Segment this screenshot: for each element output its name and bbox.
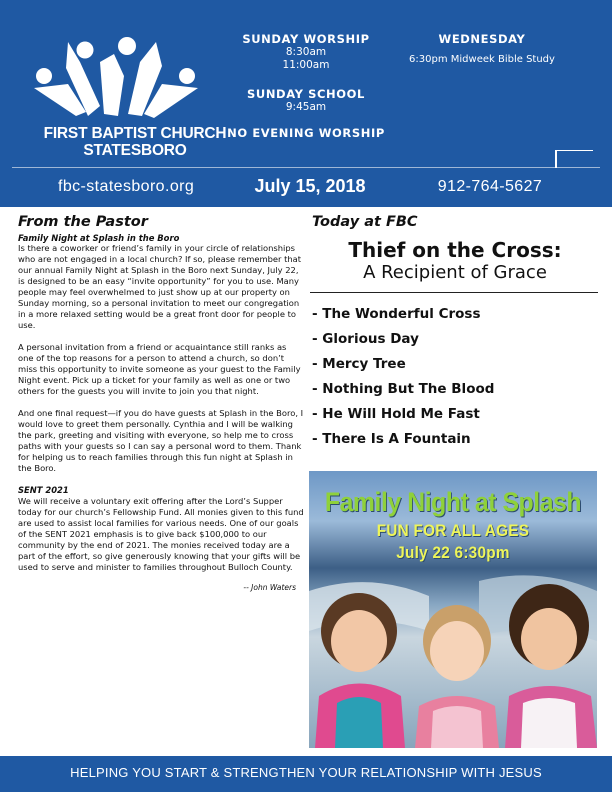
header-divider-notch bbox=[555, 150, 557, 168]
sunday-worship-time2: 11:00am bbox=[282, 59, 330, 71]
website-link[interactable]: fbc-statesboro.org bbox=[58, 178, 195, 195]
song-item: - Glorious Day bbox=[312, 331, 419, 347]
sunday-worship-time1: 8:30am bbox=[285, 46, 327, 58]
flyer-subtitle: FUN FOR ALL AGES bbox=[376, 521, 530, 540]
song-item: - He Will Hold Me Fast bbox=[312, 406, 480, 422]
sermon-title: Thief on the Cross: bbox=[348, 238, 562, 262]
sunday-school-time: 9:45am bbox=[285, 101, 327, 113]
header-divider bbox=[12, 167, 600, 168]
sunday-school-heading: SUNDAY SCHOOL bbox=[247, 87, 365, 101]
header-divider-notch-top bbox=[557, 150, 593, 151]
footer-tagline: HELPING YOU START & STRENGTHEN YOUR RELATIONSHIP WITH JESUS bbox=[70, 765, 542, 780]
sunday-worship-heading: SUNDAY WORSHIP bbox=[242, 32, 370, 46]
church-logo-icon bbox=[28, 36, 208, 124]
pastor-article-subtitle: Family Night at Splash in the Boro bbox=[18, 233, 180, 243]
sunday-worship-block bbox=[236, 32, 376, 72]
flyer-date: July 22 6:30pm bbox=[396, 543, 510, 562]
today-section-title: Today at FBC bbox=[312, 214, 418, 230]
pastor-signature: -- John Waters bbox=[243, 583, 296, 592]
sent-2021-heading: SENT 2021 bbox=[18, 485, 69, 495]
no-evening-worship-block bbox=[226, 126, 386, 140]
pastor-paragraph-4: We will receive a voluntary exit offering after the Lord’s Supper today for our church’s Fellowship Fund. All monies given to this fund are used to assist local families for various needs. One of our goals of the SENT 2021 emphasis is to give back $100,000 to our community by the end of 2021. The monies received today are a part of the effort, so give generously knowing that your gifts will be used to serve and minister to families throughout Bulloch County. bbox=[18, 496, 304, 572]
sermon-divider bbox=[310, 292, 598, 293]
today-at-fbc-section bbox=[312, 214, 598, 452]
song-item: - Mercy Tree bbox=[312, 356, 406, 372]
bulletin-date: July 15, 2018 bbox=[254, 176, 366, 196]
header-banner bbox=[0, 0, 612, 207]
wednesday-block bbox=[392, 32, 572, 66]
pastor-paragraph-3: And one final request—if you do have guests at Splash in the Boro, I would love to greet them personally. Cynthia and I will be walking the park, greeting and visiting with everyone, so help me to cross paths with your guests so I can say a personal word to them. Thank for helping us to reach families through this fun night at Splash in the Boro. bbox=[18, 408, 304, 473]
from-the-pastor-section bbox=[18, 214, 304, 593]
song-list bbox=[312, 302, 598, 452]
song-item: - Nothing But The Blood bbox=[312, 381, 495, 397]
pastor-section-title: From the Pastor bbox=[18, 214, 148, 230]
pastor-paragraph-2: A personal invitation from a friend or acquaintance still ranks as one of the top reasons for a person to attend a church, so don’t miss this opportunity to invite someone as your guest to the Family Night event. Pick up a ticket for your family as well as one or two others for the guests you will invite to join you that night. bbox=[18, 342, 301, 396]
church-name-line1: FIRST BAPTIST CHURCH bbox=[43, 125, 227, 142]
flyer-title: Family Night at Splash bbox=[324, 487, 582, 517]
sunday-school-block bbox=[236, 87, 376, 114]
song-item: - The Wonderful Cross bbox=[312, 306, 481, 322]
no-evening-worship: NO EVENING WORSHIP bbox=[227, 126, 385, 140]
pastor-paragraph-1: Is there a coworker or friend’s family in your circle of relationships who are not engaged in a local church? If so, please remember that our annual Family Night at Splash in the Boro next Sunday, July 22, is designed to be an easy “invite opportunity” for you to use. Many people may feel overwhelmed to just show up at our property on Sunday morning, so a personal invitation to meet our congregation in a more relaxed setting would be a great front door for people to use. bbox=[18, 243, 302, 330]
church-name bbox=[30, 125, 240, 159]
song-item: - There Is A Fountain bbox=[312, 431, 471, 447]
phone-number[interactable]: 912-764-5627 bbox=[437, 178, 543, 195]
wednesday-heading: WEDNESDAY bbox=[438, 32, 526, 46]
wednesday-detail: 6:30pm Midweek Bible Study bbox=[409, 54, 555, 65]
sermon-subtitle: A Recipient of Grace bbox=[363, 262, 547, 283]
church-name-line2: STATESBORO bbox=[83, 142, 187, 159]
footer-banner bbox=[0, 756, 612, 792]
family-night-flyer-image bbox=[309, 471, 597, 748]
